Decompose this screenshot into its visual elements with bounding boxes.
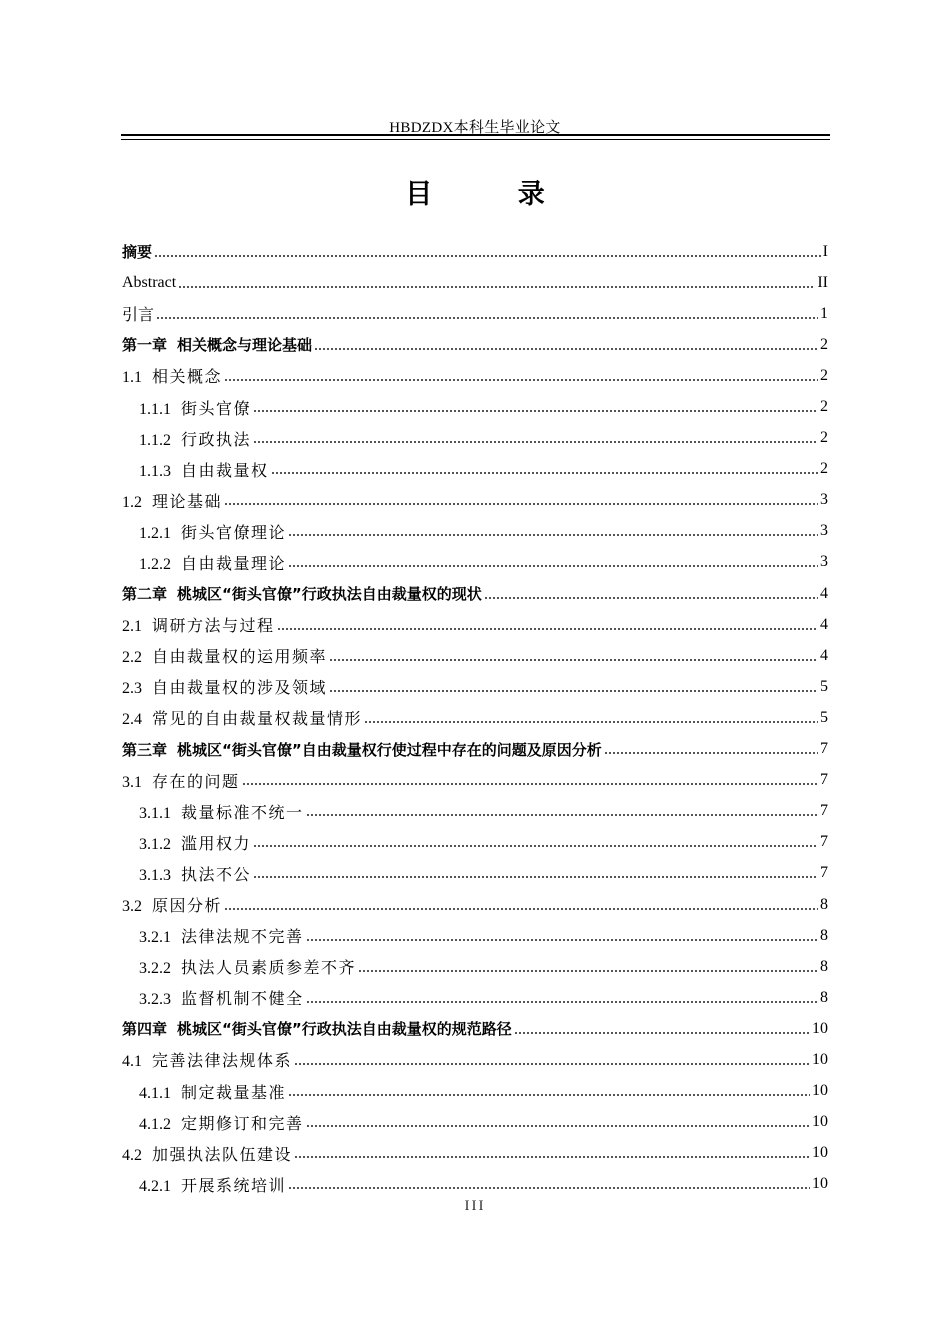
- toc-entry-number: 1.1.2: [139, 431, 171, 449]
- toc-entry-label: [139, 458, 269, 481]
- toc-entry[interactable]: [122, 329, 828, 360]
- toc-dot-leader: [358, 968, 818, 974]
- toc-entry-label: [122, 613, 275, 636]
- toc-entry-number: 2.2: [122, 649, 142, 667]
- toc-entry-label: [122, 274, 176, 292]
- toc-entry-text: 自由裁量权: [181, 462, 269, 480]
- toc-entry-label: [139, 1111, 304, 1134]
- toc-entry-text: 自由裁量权的涉及领域: [152, 680, 328, 698]
- toc-dot-leader: [253, 843, 818, 849]
- toc-entry-number: 1.1: [122, 369, 142, 387]
- toc-entry-label: [139, 551, 286, 574]
- toc-dot-leader: [277, 626, 818, 632]
- toc-dot-leader: [288, 1185, 810, 1191]
- toc-entry[interactable]: [122, 796, 828, 827]
- toc-dot-leader: [329, 688, 818, 694]
- toc-entry[interactable]: [122, 391, 828, 422]
- toc-entry[interactable]: [122, 765, 828, 796]
- toc-entry-page: 10: [812, 1144, 828, 1162]
- toc-dot-leader: [364, 719, 818, 725]
- toc-entry-number: 4.2: [122, 1146, 142, 1164]
- toc-entry-label: [139, 520, 286, 543]
- toc-entry[interactable]: [122, 423, 828, 454]
- toc-entry-text: 自由裁量理论: [181, 555, 287, 573]
- toc-dot-leader: [253, 874, 818, 880]
- toc-entry-label: [122, 644, 327, 667]
- toc-entry-number: 2.4: [122, 711, 142, 729]
- toc-entry-page: 10: [812, 1050, 828, 1068]
- toc-entry-label: [122, 241, 152, 262]
- toc-entry-label: [139, 986, 304, 1009]
- toc-entry-page: 2: [820, 398, 828, 416]
- toc-entry-text: 存在的问题: [152, 773, 240, 791]
- toc-entry-page: 4: [820, 584, 828, 602]
- toc-entry-text: 街头官僚: [181, 400, 252, 418]
- toc-entry-text: 定期修订和完善: [181, 1115, 304, 1133]
- toc-entry-page: I: [822, 242, 828, 260]
- toc-dot-leader: [288, 1092, 810, 1098]
- toc-entry-number: 1.1.1: [139, 400, 171, 418]
- toc-entry-page: 10: [812, 1113, 828, 1131]
- toc-dot-leader: [306, 937, 818, 943]
- toc-entry-text: 行政执法: [181, 431, 252, 449]
- toc-entry-page: 7: [820, 833, 828, 851]
- toc-entry[interactable]: [122, 671, 828, 702]
- toc-dot-leader: [514, 1030, 810, 1036]
- toc-entry-text: 制定裁量基准: [181, 1084, 287, 1102]
- toc-dot-leader: [329, 657, 818, 663]
- toc-entry-label: [139, 1080, 286, 1103]
- toc-entry[interactable]: [122, 1138, 828, 1169]
- toc-entry-text: 完善法律法规体系: [152, 1053, 293, 1071]
- toc-entry[interactable]: [122, 951, 828, 982]
- toc-entry-text: 监督机制不健全: [181, 991, 304, 1009]
- toc-entry-label: [139, 862, 251, 885]
- toc-entry-page: 7: [820, 771, 828, 789]
- toc-entry[interactable]: [122, 236, 828, 267]
- toc-entry-text: 街头官僚理论: [181, 524, 287, 542]
- toc-entry-label: [122, 583, 482, 604]
- toc-entry-number: 1.2.2: [139, 555, 171, 573]
- toc-entry-page: 4: [820, 646, 828, 664]
- toc-entry[interactable]: [122, 360, 828, 391]
- toc-entry[interactable]: [122, 1107, 828, 1138]
- toc-entry-number: 3.2.1: [139, 929, 171, 947]
- toc-entry[interactable]: [122, 858, 828, 889]
- toc-entry-page: 2: [820, 429, 828, 447]
- toc-entry-text: 滥用权力: [181, 835, 252, 853]
- toc-entry-text: 相关概念: [152, 369, 223, 387]
- toc-entry-label: [122, 364, 222, 387]
- toc-entry-text: 开展系统培训: [181, 1177, 287, 1195]
- toc-entry[interactable]: [122, 1013, 828, 1044]
- toc-entry-page: 4: [820, 615, 828, 633]
- toc-entry-page: 3: [820, 491, 828, 509]
- toc-entry-text: 加强执法队伍建设: [152, 1146, 293, 1164]
- toc-dot-leader: [294, 1154, 810, 1160]
- toc-dot-leader: [306, 999, 818, 1005]
- toc-entry[interactable]: [122, 1044, 828, 1075]
- toc-entry-text: 常见的自由裁量权裁量情形: [152, 711, 363, 729]
- toc-entry[interactable]: [122, 889, 828, 920]
- toc-entry-label: [122, 302, 154, 325]
- toc-dot-leader: [154, 253, 821, 259]
- toc-entry-number: 3.1.2: [139, 835, 171, 853]
- toc-dot-leader: [156, 315, 818, 321]
- toc-entry-text: 执法人员素质参差不齐: [181, 960, 357, 978]
- toc-dot-leader: [294, 1061, 810, 1067]
- toc-entry-text: 摘要: [122, 243, 153, 262]
- toc-entry-number: 3.1.3: [139, 866, 171, 884]
- toc-entry[interactable]: [122, 734, 828, 765]
- toc-entry-number: 4.1.2: [139, 1115, 171, 1133]
- toc-entry-number: 3.2.3: [139, 991, 171, 1009]
- toc-entry-number: 4.2.1: [139, 1177, 171, 1195]
- toc-entry-text: 桃城区“街头官僚”行政执法自由裁量权的现状: [177, 585, 482, 604]
- toc-entry-text: 调研方法与过程: [152, 618, 275, 636]
- toc-entry-page: 8: [820, 957, 828, 975]
- toc-entry[interactable]: [122, 1169, 828, 1200]
- toc-dot-leader: [253, 439, 818, 445]
- toc-entry-label: [122, 489, 222, 512]
- toc-entry-label: [122, 1142, 292, 1165]
- toc-entry-label: [139, 924, 304, 947]
- toc-entry-label: [122, 739, 602, 760]
- toc-entry[interactable]: [122, 298, 828, 329]
- toc-entry[interactable]: [122, 1076, 828, 1107]
- toc-entry[interactable]: [122, 827, 828, 858]
- toc-entry-text: 桃城区“街头官僚”行政执法自由裁量权的规范路径: [177, 1020, 512, 1039]
- toc-entry-text: 法律法规不完善: [181, 929, 304, 947]
- toc-entry[interactable]: [122, 454, 828, 485]
- toc-entry-text: 理论基础: [152, 493, 223, 511]
- toc-entry-page: 7: [820, 802, 828, 820]
- toc-entry-number: 第一章: [122, 336, 168, 355]
- toc-entry-text: 相关概念与理论基础: [177, 336, 313, 355]
- toc-dot-leader: [253, 408, 818, 414]
- toc-entry-text: 原因分析: [152, 898, 223, 916]
- toc-entry-label: [122, 893, 222, 916]
- toc-entry-number: 1.2: [122, 493, 142, 511]
- toc-entry-label: [139, 396, 251, 419]
- toc-entry[interactable]: [122, 640, 828, 671]
- toc-entry-page: II: [817, 273, 828, 291]
- toc-title: 目 录: [405, 179, 583, 210]
- header-rule-thin: [121, 139, 830, 140]
- running-header: HBDZDX本科生毕业论文: [389, 120, 561, 136]
- toc-entry[interactable]: [122, 982, 828, 1013]
- toc-entry-number: 第四章: [122, 1020, 168, 1039]
- toc-entry-page: 10: [812, 1019, 828, 1037]
- toc-entry[interactable]: [122, 578, 828, 609]
- toc-entry[interactable]: [122, 547, 828, 578]
- toc-dot-leader: [224, 501, 818, 507]
- toc-entry-page: 10: [812, 1082, 828, 1100]
- toc-entry-page: 2: [820, 366, 828, 384]
- toc-entry-label: [139, 427, 251, 450]
- toc-entry[interactable]: [122, 702, 828, 733]
- toc-dot-leader: [288, 563, 818, 569]
- toc-entry-number: 3.1: [122, 773, 142, 791]
- toc-dot-leader: [288, 532, 818, 538]
- toc-entry-text: 裁量标准不统一: [181, 804, 304, 822]
- toc-entry-page: 2: [820, 335, 828, 353]
- toc-entry-page: 8: [820, 895, 828, 913]
- toc-entry-number: 1.1.3: [139, 462, 171, 480]
- toc-entry-label: [122, 1048, 292, 1071]
- header-rule-thick: [121, 134, 830, 136]
- toc-entry-label: [122, 706, 362, 729]
- toc-entry-label: [139, 1173, 286, 1196]
- toc-entry-page: 3: [820, 553, 828, 571]
- toc-entry[interactable]: [122, 516, 828, 547]
- toc-entry[interactable]: [122, 920, 828, 951]
- toc-entry-page: 8: [820, 988, 828, 1006]
- toc-entry-label: [122, 1018, 512, 1039]
- toc-entry-label: [122, 675, 327, 698]
- toc-entry-page: 8: [820, 926, 828, 944]
- toc-entry[interactable]: [122, 485, 828, 516]
- toc-entry-page: 5: [820, 677, 828, 695]
- toc-entry-number: 3.1.1: [139, 804, 171, 822]
- toc-entry-page: 7: [820, 740, 828, 758]
- toc-entry-label: [122, 769, 240, 792]
- toc-entry-label: [139, 831, 251, 854]
- toc-dot-leader: [314, 346, 818, 352]
- toc-entry-text: 桃城区“街头官僚”自由裁量权行使过程中存在的问题及原因分析: [177, 740, 602, 759]
- toc-entry-page: 3: [820, 522, 828, 540]
- toc-dot-leader: [306, 1123, 810, 1129]
- toc-entry-text: Abstract: [122, 273, 177, 291]
- toc-dot-leader: [306, 812, 818, 818]
- toc-entry-number: 第三章: [122, 740, 168, 759]
- toc-dot-leader: [178, 284, 815, 290]
- toc-entry-text: 执法不公: [181, 866, 252, 884]
- toc-entry-number: 3.2: [122, 898, 142, 916]
- toc-entry[interactable]: [122, 609, 828, 640]
- toc-entry-page: 1: [820, 304, 828, 322]
- toc-entry-label: [139, 955, 356, 978]
- toc-entry-page: 7: [820, 864, 828, 882]
- toc-entry[interactable]: [122, 267, 828, 298]
- toc-entry-number: 4.1: [122, 1053, 142, 1071]
- toc-entry-number: 1.2.1: [139, 524, 171, 542]
- toc-entry-number: 2.3: [122, 680, 142, 698]
- toc-entry-page: 10: [812, 1175, 828, 1193]
- toc-dot-leader: [604, 750, 818, 756]
- toc-entry-number: 4.1.1: [139, 1084, 171, 1102]
- toc-entry-page: 5: [820, 708, 828, 726]
- toc-entry-number: 2.1: [122, 618, 142, 636]
- toc-entry-label: [139, 800, 304, 823]
- toc-dot-leader: [271, 470, 818, 476]
- toc-dot-leader: [242, 781, 818, 787]
- toc-dot-leader: [484, 595, 818, 601]
- toc-entry-page: 2: [820, 460, 828, 478]
- toc-entry-number: 第二章: [122, 585, 168, 604]
- toc-entry-number: 3.2.2: [139, 960, 171, 978]
- table-of-contents: [122, 236, 828, 1200]
- toc-dot-leader: [224, 906, 818, 912]
- toc-entry-text: 自由裁量权的运用频率: [152, 649, 328, 667]
- page-number: III: [464, 1198, 486, 1214]
- toc-entry-label: [122, 334, 312, 355]
- toc-dot-leader: [224, 377, 818, 383]
- toc-entry-text: 引言: [122, 307, 155, 325]
